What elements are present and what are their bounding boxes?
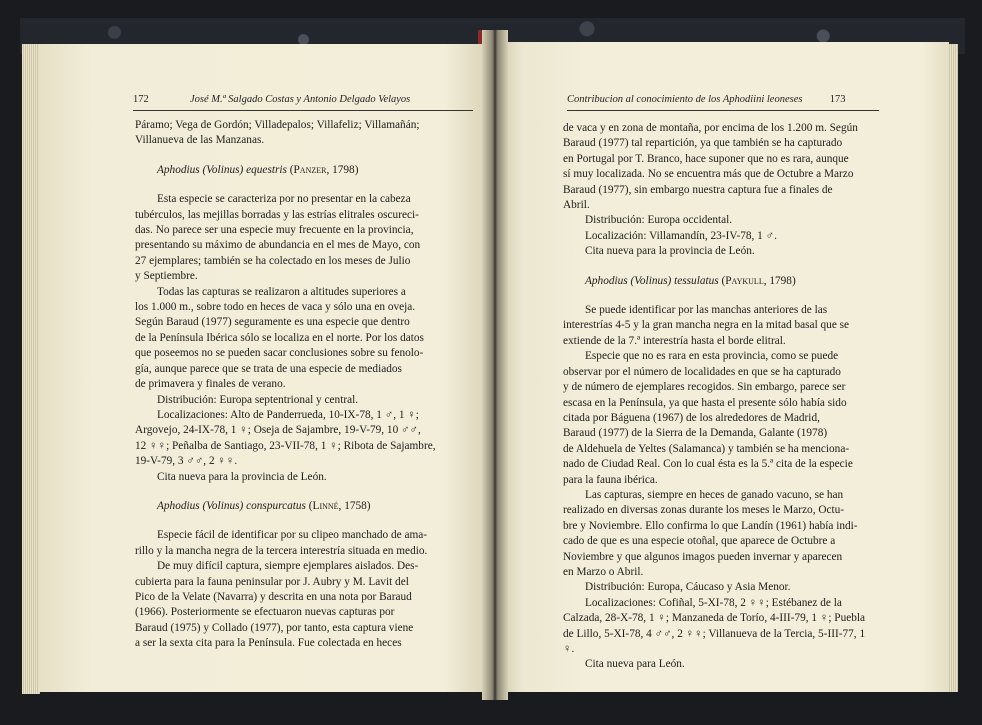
text-line: de primavera y finales de verano. — [135, 378, 286, 391]
text-line: Esta especie se caracteriza por no presentar en la cabeza — [157, 193, 411, 206]
species-author: (Linné, 1758) — [308, 499, 371, 512]
text-line: tubérculos, las mejillas borradas y las estrías elitrales oscureci- — [135, 208, 419, 221]
text-line: sí muy localizada. No se encuentra más que de Octubre a Marzo — [563, 168, 854, 181]
text-line: que poseemos no se pueden sacar conclusiones sobre su fenolo- — [135, 347, 424, 360]
text-line: Las capturas, siempre en heces de ganado vacuno, se han — [585, 488, 844, 501]
species-name: Aphodius (Volinus) tessulatus — [585, 274, 719, 287]
species-heading — [563, 274, 879, 289]
text-line: de Lillo, 5-XI-78, 4 ♂♂, 2 ♀♀; Villanueva de la Tercia, 5-III-77, 1 ♀. — [563, 627, 866, 655]
text-line: para la fauna ibérica. — [563, 473, 658, 486]
text-line: interestrías 4-5 y la gran mancha negra en la mitad basal que se — [563, 319, 850, 332]
text-line: citada por Báguena (1967) de los alrededores de Madrid, — [563, 411, 820, 424]
text-line: Localizaciones: Cofiñal, 5-XI-78, 2 ♀♀; Estébanez de la — [585, 596, 842, 609]
text-line: rillo y la mancha negra de la tercera interestría situada en medio. — [135, 544, 428, 557]
text-line: presentando su máximo de abundancia en el mes de Mayo, con — [135, 239, 421, 252]
text-line: Cita nueva para León. — [585, 658, 685, 671]
text-line: De muy difícil captura, siempre ejemplares aislados. Des- — [157, 560, 419, 573]
text-line: de vaca y en zona de montaña, por encima de los 1.200 m. Según — [563, 122, 858, 134]
text-line: extiende de la 7.ª interestría hasta el borde elitral. — [563, 334, 786, 347]
text-line: Calzada, 28-X-78, 1 ♀; Manzaneda de Torío, 4-III-79, 1 ♀; Puebla — [563, 612, 866, 625]
text-line: bre y Noviembre. Ello confirma lo que Landín (1961) había indi- — [563, 519, 858, 532]
text-line: Especie que no es rara en esta provincia, como se puede — [585, 350, 839, 363]
text-line: cubierta para la fauna peninsular por J. Aubry y M. Lavit del — [135, 575, 409, 588]
text-line: Páramo; Vega de Gordón; Villadepalos; Villafeliz; Villamañán; — [135, 119, 420, 131]
text-line: Distribución: Europa, Cáucaso y Asia Menor. — [585, 581, 791, 594]
right-running-title: Contribucion al conocimiento de los Aphodiini leoneses — [567, 94, 803, 105]
text-line: 19-V-79, 3 ♂♂, 2 ♀♀. — [135, 455, 238, 468]
left-page — [38, 44, 490, 692]
text-line: Según Baraud (1977) seguramente es una especie que dentro — [135, 316, 410, 329]
species-heading — [135, 163, 472, 178]
species-author: (Panzer, 1798) — [289, 163, 359, 176]
text-line: Cita nueva para la provincia de León. — [157, 470, 327, 483]
right-page-header — [567, 94, 879, 105]
right-header-rule — [567, 110, 879, 111]
species-name: Aphodius (Volinus) conspurcatus — [157, 499, 306, 512]
text-line: nado de Ciudad Real. Con lo cual ésta es la 5.ª cita de la especie — [563, 458, 853, 471]
text-line: Pico de la Velate (Navarra) y descrita en una nota por Baraud — [135, 590, 412, 603]
left-running-title: José M.ª Salgado Costas y Antonio Delgado Velayos — [190, 94, 411, 105]
species-heading — [135, 499, 472, 514]
text-line: a ser la sexta cita para la Península. Fue colectada en heces — [135, 637, 402, 650]
text-line: escasa en la Península, ya que hasta el presente sólo había sido — [563, 396, 847, 409]
left-body-text — [135, 118, 472, 652]
text-line: Cita nueva para la provincia de León. — [585, 245, 755, 258]
text-line: Distribución: Europa occidental. — [585, 214, 733, 227]
text-line: realizado en diversas zonas durante los meses le Marzo, Octu- — [563, 504, 845, 517]
text-line: en Portugal por T. Branco, hace suponer que no es rara, aunque — [563, 152, 849, 165]
text-line: Villanueva de las Manzanas. — [135, 134, 265, 147]
species-author: (Paykull, 1798) — [721, 274, 796, 287]
text-line: de Aldehuela de Yeltes (Salamanca) y también se ha menciona- — [563, 442, 850, 455]
right-body-text — [563, 121, 879, 673]
left-header-rule — [133, 110, 473, 111]
text-line: 27 ejemplares; también se ha colectado en los meses de Julio — [135, 254, 411, 267]
left-page-header — [133, 94, 473, 105]
text-line: los 1.000 m., sobre todo en heces de vaca y sólo una en oveja. — [135, 301, 416, 314]
text-line: gía, aunque parece que se trata de una especie de mediados — [135, 362, 402, 375]
species-name: Aphodius (Volinus) equestris — [157, 163, 287, 176]
text-line: Localizaciones: Alto de Panderrueda, 10-IX-78, 1 ♂, 1 ♀; — [157, 408, 419, 421]
text-line: Todas las capturas se realizaron a altitudes superiores a — [157, 285, 406, 298]
text-line: Baraud (1975) y Collado (1977), por tanto, esta captura viene — [135, 621, 414, 634]
text-line: (1966). Posteriormente se efectuaron nuevas capturas por — [135, 606, 395, 619]
text-line: y de número de ejemplares recogidos. Sin embargo, parece ser — [563, 381, 846, 394]
text-line: Baraud (1977) tal repartición, ya que también se ha capturado — [563, 137, 843, 150]
text-line: Distribución: Europa septentrional y central. — [157, 393, 359, 406]
text-line: observar por el número de localidades en que se ha capturado — [563, 365, 841, 378]
text-line: Noviembre y que algunos imagos pueden invernar y aparecen — [563, 550, 843, 563]
book-gutter — [482, 30, 508, 700]
text-line: Abril. — [563, 199, 590, 212]
text-line: Especie fácil de identificar por su clipeo manchado de ama- — [157, 529, 428, 542]
right-page-number: 173 — [829, 94, 846, 105]
right-page — [495, 42, 949, 692]
text-line: Localización: Villamandín, 23-IV-78, 1 ♂. — [585, 229, 777, 242]
text-line: y Septiembre. — [135, 270, 198, 283]
text-line: Se puede identificar por las manchas anteriores de las — [585, 304, 828, 317]
text-line: Argovejo, 24-IX-78, 1 ♀; Oseja de Sajambre, 19-V-79, 10 ♂♂, — [135, 424, 421, 437]
left-page-number: 172 — [133, 94, 149, 105]
text-line: Baraud (1977), sin embargo nuestra captura fue a finales de — [563, 183, 833, 196]
text-line: en Marzo o Abril. — [563, 565, 644, 578]
text-line: Baraud (1977) de la Sierra de la Demanda, Galante (1978) — [563, 427, 828, 440]
text-line: das. No parece ser una especie muy frecuente en la provincia, — [135, 224, 414, 237]
text-line: cado de que es una especie otoñal, que aparece de Octubre a — [563, 535, 836, 548]
text-line: 12 ♀♀; Peñalba de Santiago, 23-VII-78, 1 ♀; Ribota de Sajambre, — [135, 439, 436, 452]
text-line: de la Península Ibérica sólo se localiza en el norte. Por los datos — [135, 331, 424, 344]
